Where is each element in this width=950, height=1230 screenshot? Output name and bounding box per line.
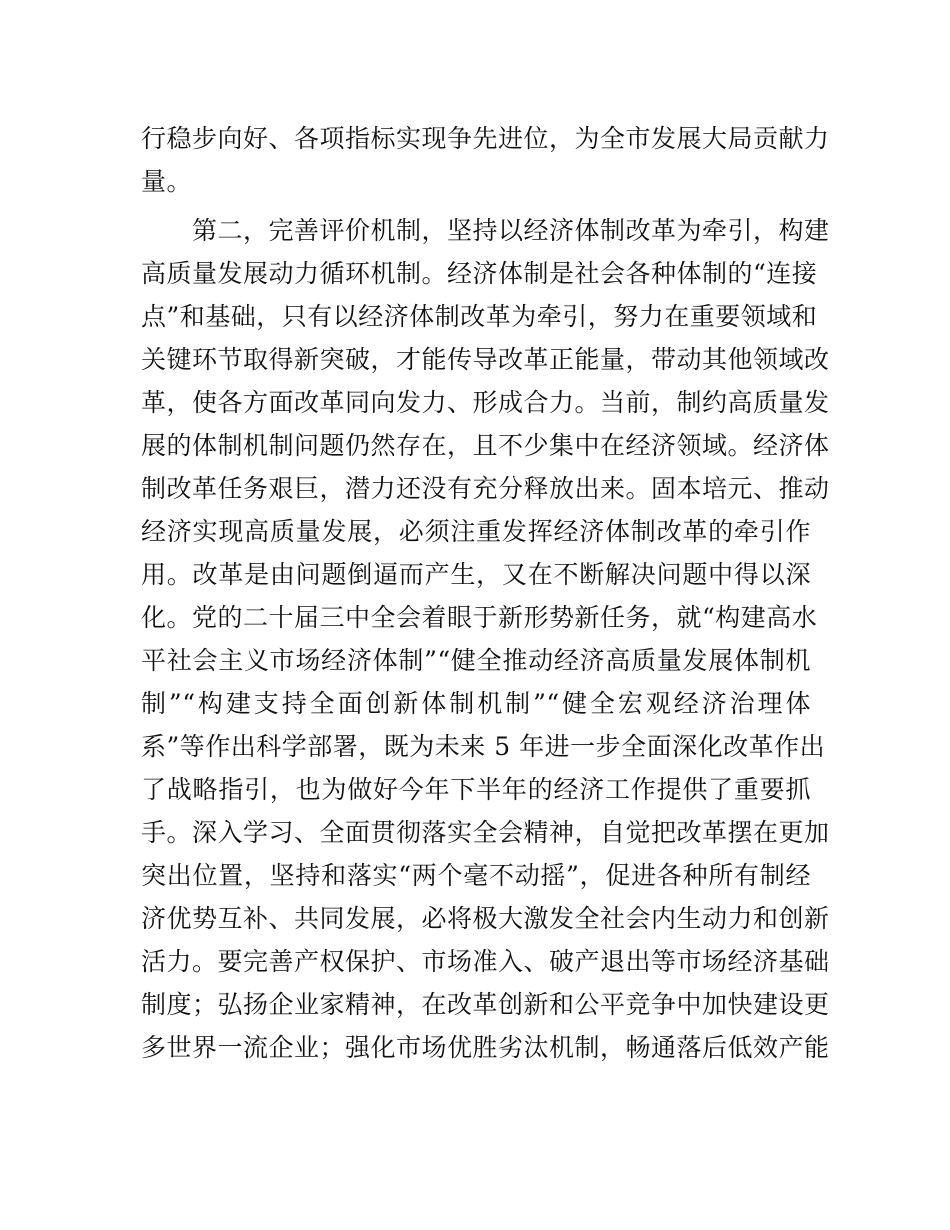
text-line: 关键环节取得新突破，才能传导改革正能量，带动其他领域改 [141, 345, 830, 374]
text-line: 多世界一流企业；强化市场优胜劣汰机制，畅通落后低效产能 [141, 1033, 830, 1062]
text-line: 量。 [141, 167, 193, 196]
text-line: 突出位置，坚持和落实“两个毫不动摇”，促进各种所有制经 [141, 861, 811, 890]
text-line: 行稳步向好、各项指标实现争先进位，为全市发展大局贡献力 [141, 124, 830, 153]
text-line: 高质量发展动力循环机制。经济体制是社会各种体制的“连接 [141, 259, 818, 288]
text-line: 经济实现高质量发展，必须注重发挥经济体制改革的牵引作 [141, 517, 811, 546]
text-line: 活力。要完善产权保护、市场准入、破产退出等市场经济基础 [141, 947, 830, 976]
text-line: 革，使各方面改革同向发力、形成合力。当前，制约高质量发 [141, 388, 830, 417]
text-line: 平社会主义市场经济体制”“健全推动经济高质量发展体制机 [141, 646, 811, 675]
text-line: 展的体制机制问题仍然存在，且不少集中在经济领域。经济体 [141, 431, 830, 460]
text-line: 制”“构建支持全面创新体制机制”“健全宏观经济治理体 [141, 689, 811, 718]
text-line: 了战略指引，也为做好今年下半年的经济工作提供了重要抓 [141, 775, 811, 804]
text-line: 制度；弘扬企业家精神，在改革创新和公平竞争中加快建设更 [141, 990, 830, 1019]
text-line: 济优势互补、共同发展，必将极大激发全社会内生动力和创新 [141, 904, 830, 933]
text-line: 化。党的二十届三中全会着眼于新形势新任务，就“构建高水 [141, 603, 818, 632]
text-line: 手。深入学习、全面贯彻落实全会精神，自觉把改革摆在更加 [141, 818, 830, 847]
text-line: 制改革任务艰巨，潜力还没有充分释放出来。固本培元、推动 [141, 474, 830, 503]
text-line: 系”等作出科学部署，既为未来 5 年进一步全面深化改革作出 [141, 732, 826, 761]
paragraph-2 [141, 209, 830, 1069]
text-line: 用。改革是由问题倒逼而产生，又在不断解决问题中得以深 [141, 560, 811, 589]
paragraph-1 [141, 117, 830, 203]
text-line: 点”和基础，只有以经济体制改革为牵引，努力在重要领域和 [141, 302, 818, 331]
text-line: 第二，完善评价机制，坚持以经济体制改革为牵引，构建 [141, 216, 830, 245]
document-body [141, 117, 830, 1069]
